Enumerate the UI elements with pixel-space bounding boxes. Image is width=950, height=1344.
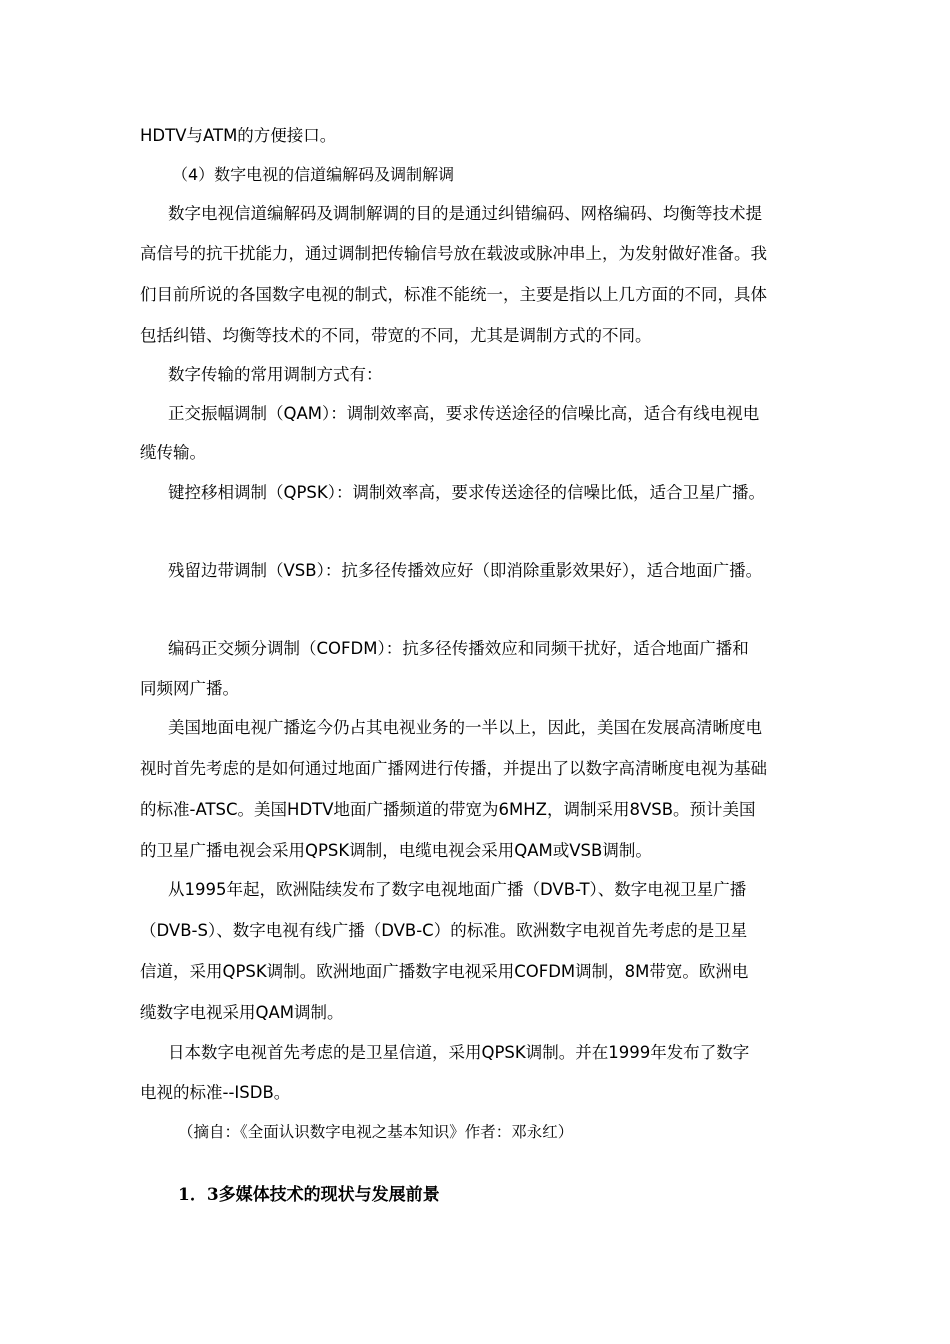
modulation-item-cofdm: 编码正交频分调制（COFDM）：抗多径传播效应和同频干扰好，适合地面广播和 (168, 639, 749, 658)
paragraph-line: 高信号的抗干扰能力，通过调制把传输信号放在载波或脉冲串上，为发射做好准备。我 (140, 244, 767, 263)
paragraph-line: 美国地面电视广播迄今仍占其电视业务的一半以上，因此，美国在发展高清晰度电 (168, 718, 762, 737)
paragraph-line: 包括纠错、均衡等技术的不同，带宽的不同，尤其是调制方式的不同。 (140, 326, 652, 345)
modulation-item-vsb: 残留边带调制（VSB）：抗多径传播效应好（即消除重影效果好），适合地面广播。 (168, 561, 763, 580)
paragraph-line: 数字传输的常用调制方式有： (168, 365, 383, 384)
paragraph-line: 缆数字电视采用QAM调制。 (140, 1003, 344, 1022)
paragraph-line: 日本数字电视首先考虑的是卫星信道，采用QPSK调制。并在1999年发布了数字 (168, 1043, 750, 1062)
modulation-item-qam: 正交振幅调制（QAM）：调制效率高，要求传送途径的信噪比高，适合有线电视电 (168, 404, 760, 423)
subsection-title: （4）数字电视的信道编解码及调制解调 (172, 165, 455, 184)
paragraph-line: 数字电视信道编解码及调制解调的目的是通过纠错编码、网格编码、均衡等技术提 (168, 204, 762, 223)
section-heading: 1．3多媒体技术的现状与发展前景 (178, 1185, 440, 1205)
text-line: HDTV与ATM的方便接口。 (140, 126, 337, 145)
paragraph-line: 视时首先考虑的是如何通过地面广播网进行传播，并提出了以数字高清晰度电视为基础 (140, 759, 767, 778)
paragraph-line: 缆传输。 (140, 443, 206, 462)
paragraph-line: 的标准-ATSC。美国HDTV地面广播频道的带宽为6MHZ，调制采用8VSB。预计美国 (140, 800, 756, 819)
paragraph-line: 的卫星广播电视会采用QPSK调制，电缆电视会采用QAM或VSB调制。 (140, 841, 652, 860)
paragraph-line: 电视的标准--ISDB。 (140, 1083, 291, 1102)
paragraph-line: （DVB-S）、数字电视有线广播（DVB-C）的标准。欧洲数字电视首先考虑的是卫星 (140, 921, 748, 940)
citation: （摘自：《全面认识数字电视之基本知识》作者：邓永红） (178, 1123, 574, 1141)
paragraph-line: 从1995年起，欧洲陆续发布了数字电视地面广播（DVB-T）、数字电视卫星广播 (168, 880, 747, 899)
paragraph-line: 信道，采用QPSK调制。欧洲地面广播数字电视采用COFDM调制，8M带宽。欧洲电 (140, 962, 749, 981)
paragraph-line: 同频网广播。 (140, 679, 239, 698)
paragraph-line: 们目前所说的各国数字电视的制式，标准不能统一，主要是指以上几方面的不同，具体 (140, 285, 767, 304)
modulation-item-qpsk: 键控移相调制（QPSK）：调制效率高，要求传送途径的信噪比低，适合卫星广播。 (168, 483, 765, 502)
